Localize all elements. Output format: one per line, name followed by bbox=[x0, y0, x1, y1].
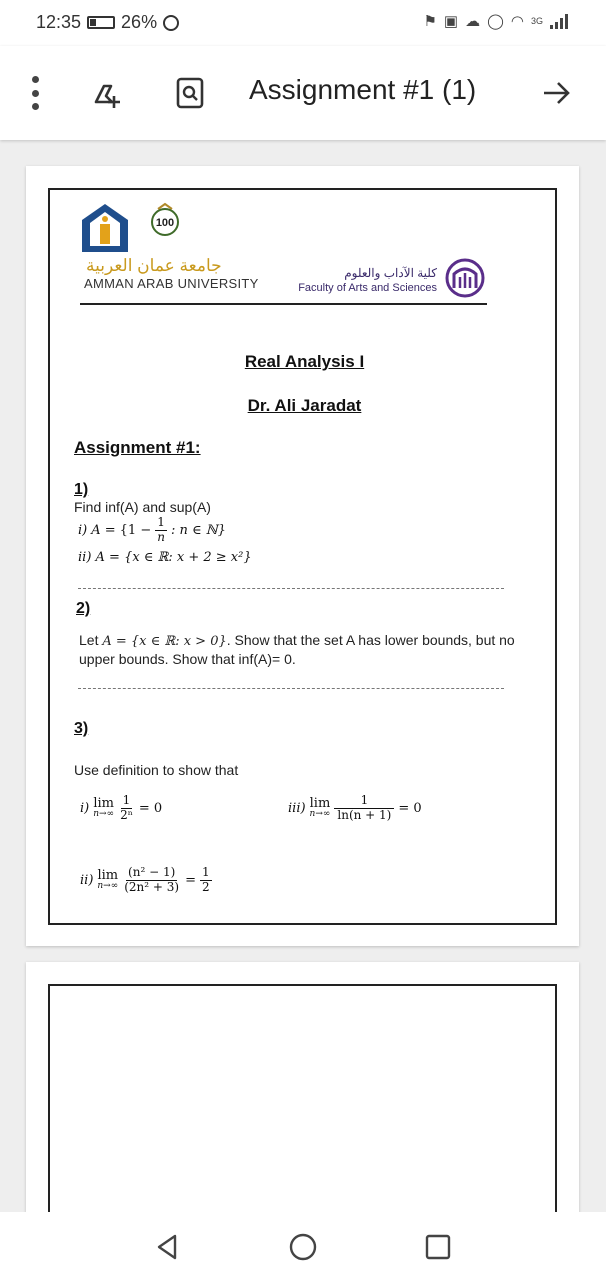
wifi-icon: ◠ bbox=[510, 13, 524, 30]
question-1-prompt: Find inf(A) and sup(A) bbox=[74, 499, 211, 515]
whatsapp-icon: ◯ bbox=[487, 13, 504, 30]
faculty-name-arabic: كلية الآداب والعلوم bbox=[344, 266, 437, 280]
header-divider bbox=[80, 303, 487, 305]
navigation-bar bbox=[0, 1212, 606, 1280]
section-divider bbox=[78, 588, 504, 589]
question-3-number: 3) bbox=[74, 720, 89, 737]
faculty-name-english: Faculty of Arts and Sciences bbox=[298, 282, 437, 294]
cloud-icon: ☁ bbox=[465, 13, 481, 30]
section-divider bbox=[78, 688, 504, 689]
page-border bbox=[48, 188, 557, 925]
course-title: Real Analysis I bbox=[244, 352, 365, 371]
faculty-logo bbox=[445, 258, 485, 298]
flag-icon: ⚑ bbox=[423, 13, 437, 30]
university-logo bbox=[80, 202, 130, 254]
question-2-line-1: Let A = {x ∈ ℝ: x > 0}. Show that the set A has lower bounds, but no bbox=[79, 632, 515, 649]
question-2-line-2: upper bounds. Show that inf(A)= 0. bbox=[79, 651, 296, 667]
battery-icon bbox=[87, 16, 115, 29]
add-to-drive-icon[interactable] bbox=[90, 76, 124, 110]
limit-operator: lim n→∞ bbox=[97, 868, 119, 892]
limit-operator: lim n→∞ bbox=[309, 796, 331, 820]
fraction: $\frac{1}{\ln(n + 1)}$ bbox=[334, 794, 394, 823]
more-options-icon[interactable] bbox=[28, 76, 42, 110]
fraction: $\frac{1}{2}$ bbox=[202, 865, 210, 894]
network-type: 3G bbox=[530, 16, 543, 26]
question-3-prompt: Use definition to show that bbox=[74, 762, 239, 778]
status-left bbox=[36, 12, 179, 33]
centenary-number: 100 bbox=[155, 217, 175, 229]
fraction: $\frac{1}{\text{2ⁿ}}$ bbox=[120, 793, 133, 822]
centenary-badge bbox=[148, 202, 182, 236]
question-1-part-ii: ii) A = {x ∈ ℝ: x + 2 ≥ x²} bbox=[78, 550, 252, 565]
page-border bbox=[48, 984, 557, 1244]
fraction: $\frac{1}{n}$ bbox=[157, 515, 165, 544]
question-1-part-i: i) A = {1 − $\frac{1}{n}$ : n ∈ ℕ} bbox=[78, 515, 226, 544]
fraction: $\frac{\text{(n² − 1)}}{\text{(2n² + 3)}}$ bbox=[124, 865, 180, 894]
university-name-arabic: جامعة عمان العربية bbox=[86, 256, 222, 275]
status-bar bbox=[0, 0, 606, 46]
search-in-document-icon[interactable] bbox=[173, 76, 207, 110]
document-page-1[interactable] bbox=[26, 166, 579, 946]
document-page-2[interactable] bbox=[26, 962, 579, 1222]
university-name-english: AMMAN ARAB UNIVERSITY bbox=[84, 276, 259, 291]
home-nav-icon[interactable] bbox=[288, 1232, 318, 1262]
recents-nav-icon[interactable] bbox=[423, 1232, 453, 1262]
alarm-icon bbox=[163, 15, 179, 31]
battery-level: 26% bbox=[121, 12, 158, 32]
app-bar bbox=[0, 46, 606, 140]
question-2-number: 2) bbox=[76, 600, 91, 617]
question-3-part-i: i) lim n→∞ $\frac{1}{\text{2ⁿ}}$ = 0 bbox=[80, 793, 163, 822]
document-title: Assignment #1 (1) bbox=[249, 74, 477, 105]
facebook-icon: ▣ bbox=[443, 13, 459, 30]
instructor-name: Dr. Ali Jaradat bbox=[247, 396, 362, 415]
forward-arrow-icon[interactable] bbox=[540, 76, 574, 110]
signal-icon bbox=[550, 13, 568, 29]
question-3-part-iii: iii) lim n→∞ $\frac{1}{\ln(n + 1)}$ = 0 bbox=[288, 793, 422, 822]
question-1-number: 1) bbox=[74, 481, 89, 498]
back-nav-icon[interactable] bbox=[153, 1232, 183, 1262]
assignment-heading: Assignment #1: bbox=[74, 438, 201, 457]
status-right bbox=[423, 12, 568, 30]
status-time: 12:35 bbox=[36, 12, 82, 32]
question-3-part-ii: ii) lim n→∞ $\frac{\text{(n² − 1)}}{\text{(2n² + 3)}}$ = $\frac{1}{2}$ bbox=[80, 865, 210, 894]
limit-operator: lim n→∞ bbox=[93, 796, 115, 820]
